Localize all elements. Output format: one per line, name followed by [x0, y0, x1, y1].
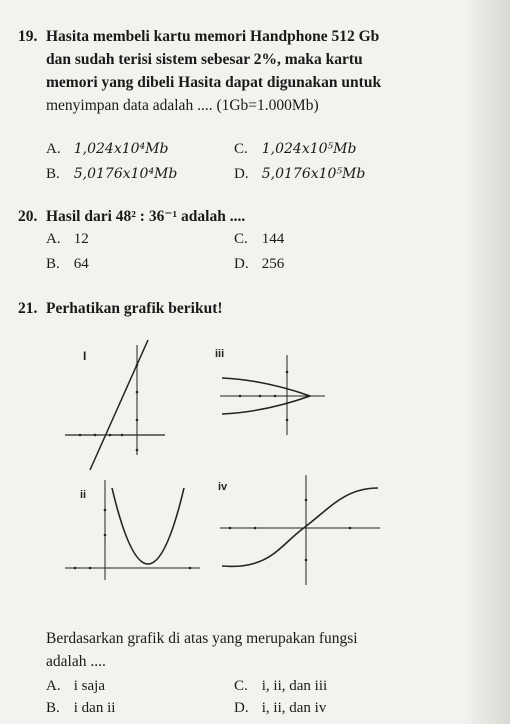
option-c[interactable]: C. i, ii, dan iii: [234, 678, 328, 694]
option-a[interactable]: A. i saja: [46, 678, 105, 694]
option-c[interactable]: C. 1,024x10⁵Mb: [234, 141, 357, 157]
option-d[interactable]: D. 256: [234, 256, 285, 272]
graph-iv: [218, 475, 380, 585]
option-a[interactable]: A. 1,024x10⁴Mb: [46, 141, 169, 157]
option-b[interactable]: B. i dan ii: [46, 700, 116, 716]
question-prompt-line-1: Berdasarkan grafik di atas yang merupakan fungsi: [46, 630, 358, 647]
option-a[interactable]: A. 12: [46, 231, 89, 247]
graph-i-label: I: [83, 349, 87, 363]
option-text: 64: [73, 256, 89, 272]
question-text-line-3: memori yang dibeli Hasita dapat digunakan untuk: [46, 74, 382, 91]
option-text: 1,024x10⁵Mb: [261, 141, 357, 157]
page-edge-shadow: [464, 0, 510, 724]
option-b[interactable]: B. 64: [46, 256, 89, 272]
graph-ii-label: ii: [80, 489, 87, 501]
option-text: 256: [261, 256, 285, 272]
option-text: 12: [73, 231, 89, 247]
option-text: 5,0176x10⁴Mb: [73, 166, 178, 182]
question-text: Perhatikan grafik berikut!: [46, 300, 223, 317]
question-text-line-1: Hasita membeli kartu memori Handphone 512 Gb: [46, 28, 380, 45]
graph-iii: [215, 348, 325, 435]
option-text: i, ii, dan iv: [261, 700, 327, 716]
graph-ii: [65, 480, 200, 580]
graph-iii-label: iii: [215, 348, 225, 360]
question-number: 20.: [18, 208, 38, 225]
option-text: i, ii, dan iii: [261, 678, 328, 694]
option-text: i saja: [73, 678, 105, 694]
option-text: 144: [261, 231, 285, 247]
option-text: i dan ii: [73, 700, 116, 716]
graphs-figure: [50, 330, 390, 600]
question-number: 21.: [18, 300, 38, 317]
question-prompt-line-2: adalah ....: [46, 653, 106, 670]
option-text: 5,0176x10⁵Mb: [261, 166, 366, 182]
question-text-line-2: dan sudah terisi sistem sebesar 2%, maka kartu: [46, 51, 363, 68]
graph-iv-label: iv: [218, 481, 228, 493]
question-text-line-4: menyimpan data adalah .... (1Gb=1.000Mb): [46, 97, 319, 114]
option-text: 1,024x10⁴Mb: [73, 141, 169, 157]
option-d[interactable]: D. 5,0176x10⁵Mb: [234, 166, 366, 182]
graph-i: [65, 340, 165, 470]
option-b[interactable]: B. 5,0176x10⁴Mb: [46, 166, 178, 182]
question-text: Hasil dari 48² : 36⁻¹ adalah ....: [46, 208, 246, 225]
option-c[interactable]: C. 144: [234, 231, 285, 247]
option-d[interactable]: D. i, ii, dan iv: [234, 700, 327, 716]
question-number: 19.: [18, 28, 38, 45]
